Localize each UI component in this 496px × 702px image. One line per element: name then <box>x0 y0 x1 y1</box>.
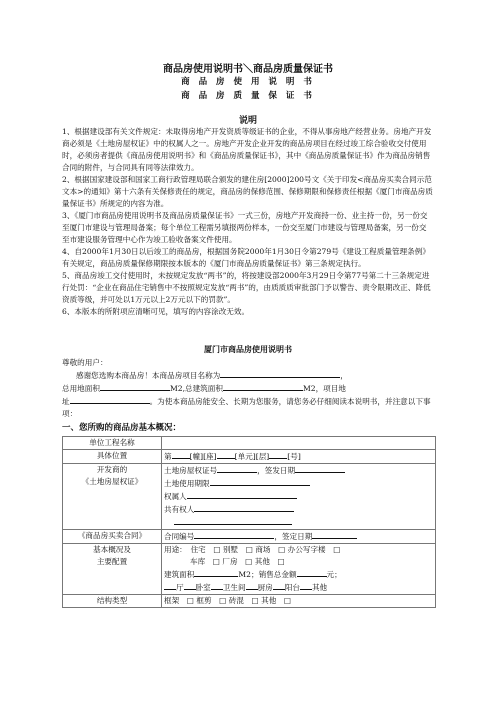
table-row <box>63 464 436 530</box>
overview-label: 基本概况及 主要配置 <box>63 544 162 595</box>
note-2: 2、根据国家建设部和国家工商行政管理局联合颁发的建住房[2000]200号文《关于印发<商品房买卖合同示范文本>的通知》第十六条有关保修责任的规定，商品房的保修范围、保修期限和保修责任根据《厦门市商品房质量保证书》所规定的内容为准。 <box>62 175 433 208</box>
table-row <box>63 595 436 608</box>
contract-fields[interactable]: 合同编号 ，签定日期 <box>162 530 436 544</box>
table-row <box>63 530 436 544</box>
project-name-field[interactable] <box>220 369 340 378</box>
location-field[interactable]: 第 [幢][座] [单元][层] [号] <box>162 450 436 464</box>
note-6: 6、本版本的所附项应清晰可见，填写的内容涂改无效。 <box>62 307 250 316</box>
note-1: 1、根据建设部有关文件规定：未取得房地产开发资质等级证书的企业，不得从事房地产经营业务。房地产开发商必须是《土地房屋权证》中的权属人之一。房地产开发企业开发的商品房项目在经过竣工综合验收交付使用时，必须房者提供《商品房使用说明书》和《商品房质量保证书》，其中《商品房质量保证书》作为商品房销售合同的附件，与合同具有同等法律效力。 <box>62 127 432 172</box>
structure-type-label: 结构类型 <box>63 595 162 608</box>
land-certificate-fields[interactable]: 土地房屋权证号 ，签发日期 土地使用期限 权属人 共有权人 <box>162 464 436 530</box>
unit-project-field[interactable] <box>162 437 436 450</box>
greeting: 尊敬的用户： <box>62 358 108 367</box>
location-label: 具体位置 <box>63 450 162 464</box>
note-4: 4、自2000年1月30日以后竣工的商品房，根据国务院2000年1月30日令第279号《建设工程质量管理条例》有关规定，商品房质量保修期限按本版本的《厦门市商品房质量保证书》第三条规定执行。 <box>62 247 430 268</box>
table-row <box>63 437 436 450</box>
notes-block <box>62 126 434 318</box>
document-title: 商品房使用说明书＼商品房质量保证书 <box>163 64 333 75</box>
section-1-heading: 一、您所购的商品房基本概况： <box>62 423 182 433</box>
intro-block <box>62 357 434 420</box>
contract-label: 《商品房买卖合同》 <box>63 530 162 544</box>
table-row <box>63 450 436 464</box>
land-certificate-label: 开发商的 《土地房屋权证》 <box>63 464 162 530</box>
note-5: 5、商品房竣工交付使用时，未按规定发放“两书”的，将按建设部2000年3月29日令第77号第二十三条规定进行处罚：“企业在商品住宅销售中不按照规定发放“两书”的，由质质质审批部门予以警告、责令限期改正、降低资质等级，并可处以1万元以上2万元以下的罚款”。 <box>62 271 431 304</box>
note-3: 3、《厦门市商品房使用说明书及商品房质量保证书》一式三份，房地产开发商持一份、业主持一份，另一份交至厦门市建设与管理局备案；每个单位工程需另填报两份样本，一份交至厦门市建设与管理局备案，另一份交至市建设服务管理中心作为竣工验收备案文件使用。 <box>62 211 428 244</box>
building-area-field[interactable] <box>223 382 303 391</box>
intro-line-2: 总用地面积 M2,总建筑面积 M2，项目地 <box>62 384 346 393</box>
intro-line-3: 址 。为使本商品房能安全、长期为您服务，请您务必仔细阅读本说明书，并注意以下事项： <box>62 397 431 418</box>
structure-type-options[interactable]: 框架 □ 框剪 □ 砖混 □ 其他 □ <box>162 595 436 608</box>
subtitle-warranty: 商 品 房 质 量 保 证 书 <box>181 91 315 101</box>
property-info-table <box>62 436 436 608</box>
intro-line-1: 感谢您选购本商品房！本商品房项目名称为 ， <box>76 371 348 380</box>
project-address-field[interactable] <box>70 395 150 404</box>
unit-project-label: 单位工程名称 <box>63 437 162 450</box>
manual-title: 厦门市商品房使用说明书 <box>204 344 292 354</box>
notes-heading: 说明 <box>238 116 257 126</box>
subtitle-manual: 商 品 房 使 用 说 明 书 <box>181 77 315 87</box>
table-row <box>63 544 436 595</box>
overview-fields[interactable]: 用途： 住宅 □ 别墅 □ 商场 □ 办公写字楼 □ 车库 □ 厂房 □ 其他 □ 建筑面积 M2；销售总金额 元； 厅 卧室 卫生间 厨房 阳台 其他 <box>162 544 436 595</box>
land-area-field[interactable] <box>100 382 170 391</box>
